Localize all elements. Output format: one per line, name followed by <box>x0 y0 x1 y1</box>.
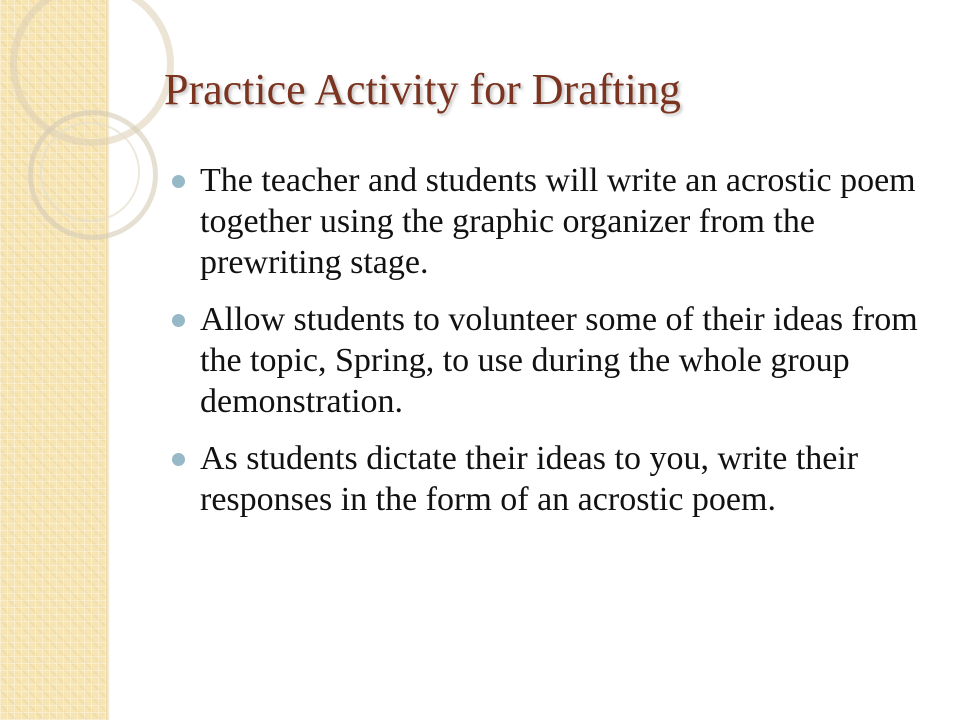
bullet-dot-icon <box>172 175 185 188</box>
bullet-item <box>162 160 932 283</box>
bullet-dot-icon <box>172 453 185 466</box>
side-panel-edge <box>106 0 110 720</box>
decorative-side-panel <box>0 0 106 720</box>
bullet-item <box>162 438 932 520</box>
bullet-text: Allow students to volunteer some of their ideas from the topic, Spring, to use during the whole group demonstration. <box>200 301 918 420</box>
title-divider <box>148 129 848 131</box>
bullet-text: The teacher and students will write an acrostic poem together using the graphic organizer from the prewriting stage. <box>200 162 916 281</box>
bullet-item <box>162 299 932 422</box>
bullet-dot-icon <box>172 314 185 327</box>
bullet-list <box>162 160 932 536</box>
slide-title: Practice Activity for Drafting <box>164 65 681 114</box>
bullet-text: As students dictate their ideas to you, write their responses in the form of an acrostic poem. <box>200 440 859 518</box>
